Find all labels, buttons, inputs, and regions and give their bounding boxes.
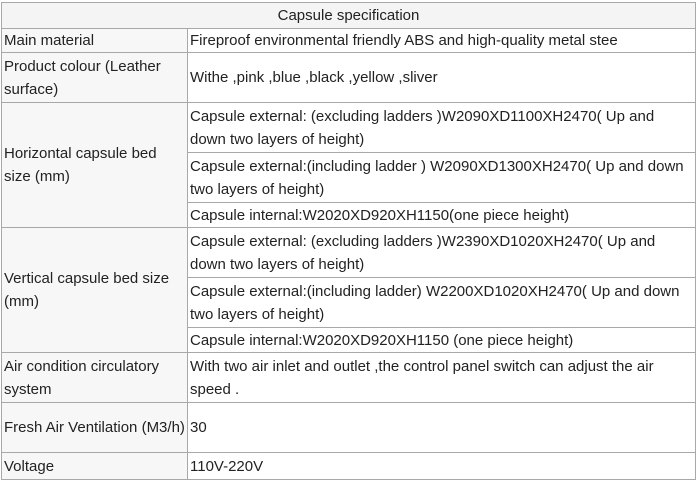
row-value-main-material: Fireproof environmental friendly ABS and high-quality metal stee — [188, 29, 696, 53]
row-label-air-condition: Air condition circulatory system — [2, 353, 188, 403]
row-value-fresh-air-ventilation: 30 — [188, 403, 696, 453]
row-value-horizontal-external-excluding: Capsule external: (excluding ladders )W2090XD1100XH2470( Up and down two layers of height) — [188, 103, 696, 153]
row-value-vertical-external-including: Capsule external:(including ladder) W2200XD1020XH2470( Up and down two layers of height) — [188, 278, 696, 328]
row-label-voltage: Voltage — [2, 453, 188, 480]
table-row — [2, 103, 696, 153]
table-row — [2, 403, 696, 453]
capsule-spec-table — [1, 2, 696, 480]
row-value-product-colour: Withe ,pink ,blue ,black ,yellow ,sliver — [188, 53, 696, 103]
row-value-horizontal-external-including: Capsule external:(including ladder ) W2090XD1300XH2470( Up and down two layers of height) — [188, 153, 696, 203]
table-row — [2, 29, 696, 53]
table-row — [2, 453, 696, 480]
table-row — [2, 353, 696, 403]
row-value-air-condition: With two air inlet and outlet ,the control panel switch can adjust the air speed . — [188, 353, 696, 403]
row-label-main-material: Main material — [2, 29, 188, 53]
table-title-row — [2, 3, 696, 29]
row-label-product-colour: Product colour (Leather surface) — [2, 53, 188, 103]
row-label-horizontal-capsule-size: Horizontal capsule bed size (mm) — [2, 103, 188, 228]
row-label-vertical-capsule-size: Vertical capsule bed size (mm) — [2, 228, 188, 353]
table-row — [2, 228, 696, 278]
row-value-vertical-external-excluding: Capsule external: (excluding ladders )W2390XD1020XH2470( Up and down two layers of height) — [188, 228, 696, 278]
table-title: Capsule specification — [2, 3, 696, 29]
row-value-vertical-internal: Capsule internal:W2020XD920XH1150 (one piece height) — [188, 328, 696, 353]
row-value-horizontal-internal: Capsule internal:W2020XD920XH1150(one piece height) — [188, 203, 696, 228]
row-label-fresh-air-ventilation: Fresh Air Ventilation (M3/h) — [2, 403, 188, 453]
table-row — [2, 53, 696, 103]
row-value-voltage: 110V-220V — [188, 453, 696, 480]
